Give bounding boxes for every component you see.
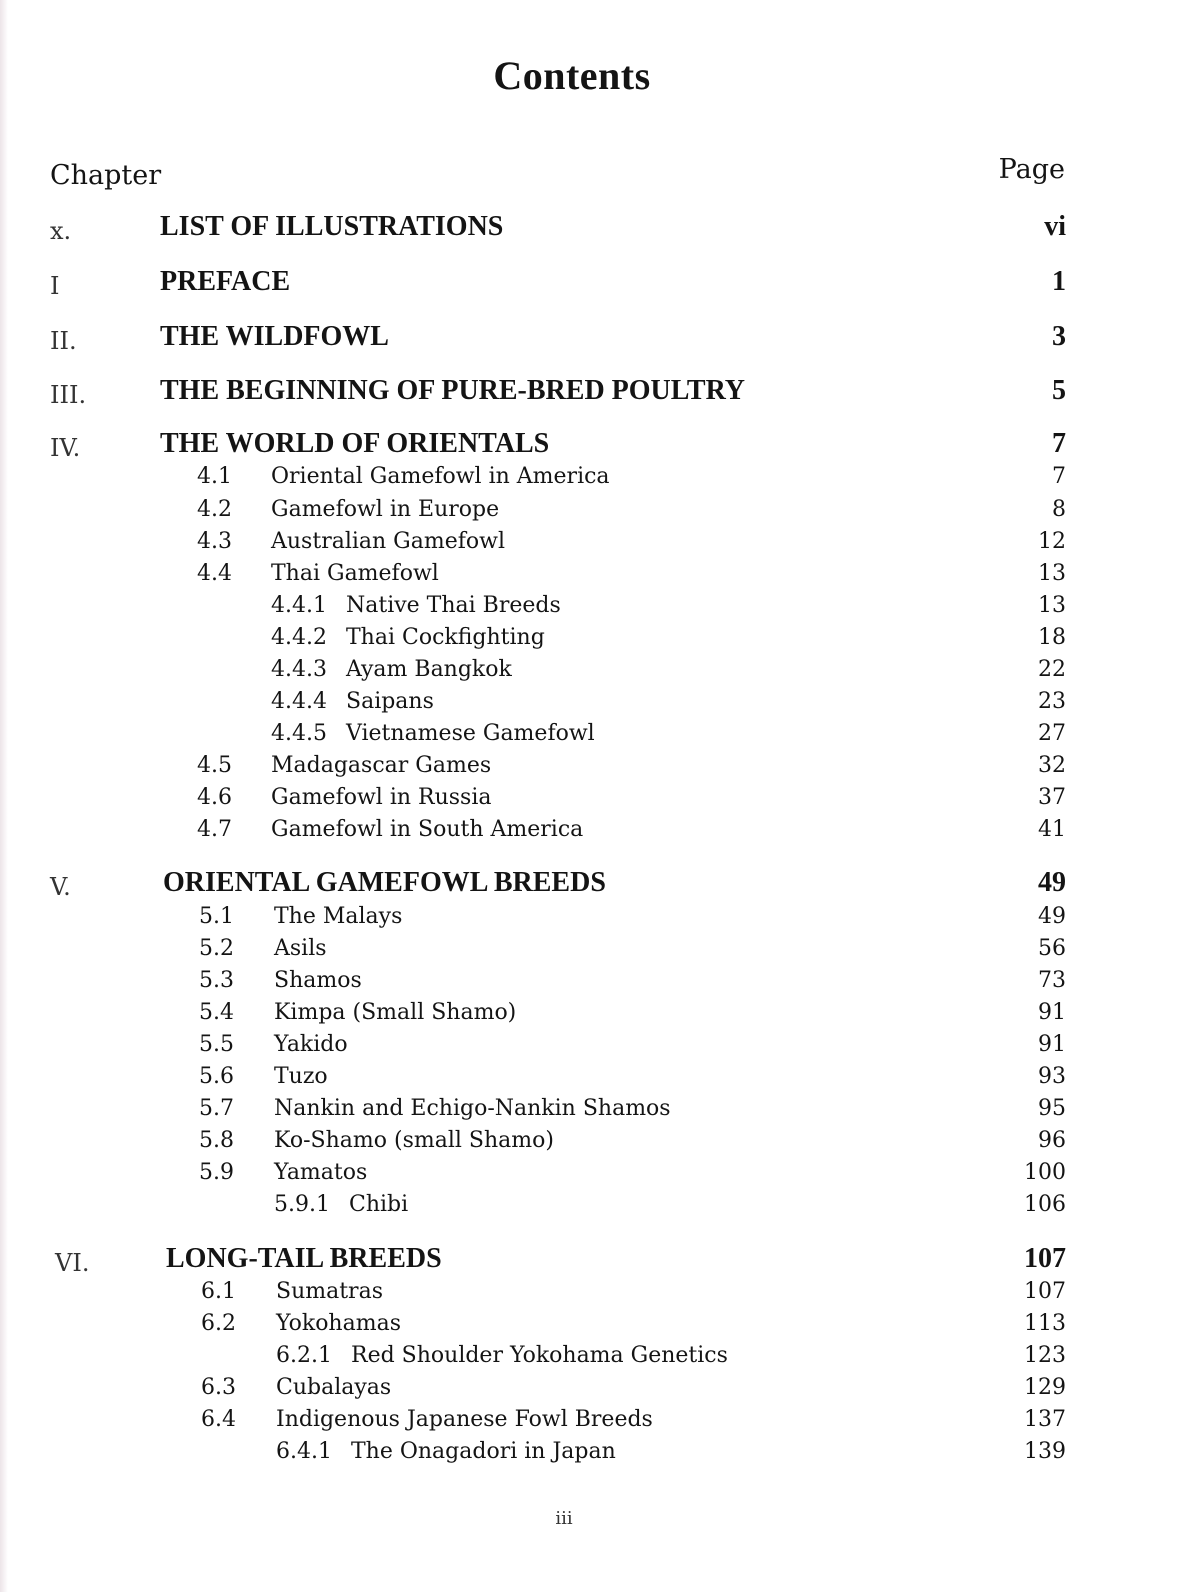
page-title: Contents	[493, 53, 651, 98]
section-number: 4.1	[197, 464, 232, 489]
chapter-number: VI.	[55, 1249, 90, 1277]
section-number: 5.8	[199, 1128, 234, 1153]
section-page: 129	[1024, 1375, 1066, 1400]
section-title: Sumatras	[276, 1279, 383, 1304]
section-number: 5.3	[199, 968, 234, 993]
toc-section-row	[0, 785, 1194, 817]
section-page: 96	[1038, 1128, 1066, 1153]
section-page: 8	[1052, 497, 1066, 522]
chapter-title: THE BEGINNING OF PURE-BRED POULTRY	[160, 375, 746, 406]
subsection-number: 4.4.4	[271, 689, 327, 714]
toc-section-row	[0, 1407, 1194, 1439]
section-page: 32	[1038, 753, 1066, 778]
section-page: 41	[1038, 817, 1066, 842]
subsection-number: 4.4.2	[271, 625, 327, 650]
section-number: 6.4	[201, 1407, 236, 1432]
section-title: Shamos	[274, 968, 362, 993]
toc-section-row	[0, 1279, 1194, 1311]
toc-subsection-row	[0, 1192, 1194, 1224]
section-title: Cubalayas	[276, 1375, 392, 1400]
chapter-number: I	[50, 272, 60, 300]
toc-section-row	[0, 1311, 1194, 1343]
section-number: 4.6	[197, 785, 232, 810]
toc-section-row	[0, 1064, 1194, 1096]
subsection-title: Saipans	[346, 689, 434, 714]
section-page: 73	[1038, 968, 1066, 993]
subsection-page: 18	[1038, 625, 1066, 650]
section-title: Ko-Shamo (small Shamo)	[274, 1128, 554, 1153]
toc-chapter-row	[0, 321, 1194, 353]
section-number: 6.2	[201, 1311, 236, 1336]
section-page: 56	[1038, 936, 1066, 961]
section-title: Gamefowl in Europe	[271, 497, 500, 522]
chapter-page: vi	[1044, 211, 1066, 242]
toc-section-row	[0, 1032, 1194, 1064]
section-page: 107	[1024, 1279, 1066, 1304]
section-number: 5.5	[199, 1032, 234, 1057]
chapter-title: THE WORLD OF ORIENTALS	[160, 428, 550, 459]
subsection-number: 6.2.1	[276, 1343, 332, 1368]
subsection-title: The Onagadori in Japan	[351, 1439, 616, 1464]
toc-section-row	[0, 817, 1194, 849]
page-column-header: Page	[998, 154, 1065, 185]
section-number: 5.4	[199, 1000, 234, 1025]
toc-section-row	[0, 1096, 1194, 1128]
subsection-page: 106	[1024, 1192, 1066, 1217]
toc-section-row	[0, 464, 1194, 496]
section-title: Kimpa (Small Shamo)	[274, 1000, 517, 1025]
chapter-page: 3	[1052, 321, 1066, 352]
subsection-title: Chibi	[349, 1192, 409, 1217]
toc-subsection-row	[0, 689, 1194, 721]
section-page: 95	[1038, 1096, 1066, 1121]
section-page: 137	[1024, 1407, 1066, 1432]
toc-section-row	[0, 561, 1194, 593]
section-page: 7	[1052, 464, 1066, 489]
section-page: 91	[1038, 1000, 1066, 1025]
subsection-number: 4.4.1	[271, 593, 327, 618]
section-title: Asils	[274, 936, 327, 961]
chapter-number: x.	[50, 217, 72, 245]
subsection-page: 23	[1038, 689, 1066, 714]
subsection-page: 123	[1024, 1343, 1066, 1368]
section-page: 91	[1038, 1032, 1066, 1057]
section-title: Indigenous Japanese Fowl Breeds	[276, 1407, 653, 1432]
section-title: Yamatos	[274, 1160, 368, 1185]
section-number: 4.5	[197, 753, 232, 778]
section-page: 49	[1038, 904, 1066, 929]
toc-subsection-row	[0, 625, 1194, 657]
toc-subsection-row	[0, 721, 1194, 753]
section-number: 4.4	[197, 561, 232, 586]
chapter-title: ORIENTAL GAMEFOWL BREEDS	[163, 867, 606, 898]
toc-chapter-row	[0, 211, 1194, 243]
section-page: 113	[1024, 1311, 1066, 1336]
chapter-page: 1	[1052, 266, 1066, 297]
toc-chapter-row	[0, 266, 1194, 298]
section-number: 6.1	[201, 1279, 236, 1304]
section-title: Thai Gamefowl	[271, 561, 439, 586]
chapter-page: 107	[1024, 1243, 1066, 1274]
page-folio: iii	[555, 1508, 573, 1529]
section-title: Yakido	[274, 1032, 348, 1057]
toc-chapter-row	[0, 375, 1194, 407]
toc-subsection-row	[0, 1439, 1194, 1471]
subsection-number: 5.9.1	[274, 1192, 330, 1217]
section-title: Gamefowl in South America	[271, 817, 584, 842]
section-title: Tuzo	[274, 1064, 328, 1089]
section-number: 4.7	[197, 817, 232, 842]
chapter-title: LIST OF ILLUSTRATIONS	[160, 211, 504, 242]
section-number: 6.3	[201, 1375, 236, 1400]
section-number: 4.3	[197, 529, 232, 554]
section-page: 12	[1038, 529, 1066, 554]
toc-section-row	[0, 1128, 1194, 1160]
chapter-title: PREFACE	[160, 266, 291, 297]
toc-chapter-row	[0, 1243, 1194, 1275]
toc-section-row	[0, 529, 1194, 561]
chapter-page: 7	[1052, 428, 1066, 459]
section-title: Australian Gamefowl	[271, 529, 505, 554]
section-page: 37	[1038, 785, 1066, 810]
section-title: Oriental Gamefowl in America	[271, 464, 610, 489]
subsection-page: 139	[1024, 1439, 1066, 1464]
subsection-page: 22	[1038, 657, 1066, 682]
toc-chapter-row	[0, 867, 1194, 899]
subsection-page: 13	[1038, 593, 1066, 618]
subsection-title: Ayam Bangkok	[346, 657, 512, 682]
chapter-number: V.	[50, 873, 71, 901]
subsection-number: 4.4.3	[271, 657, 327, 682]
section-number: 5.6	[199, 1064, 234, 1089]
chapter-number: III.	[50, 381, 87, 409]
section-number: 4.2	[197, 497, 232, 522]
chapter-number: II.	[50, 327, 77, 355]
subsection-title: Thai Cockfighting	[346, 625, 545, 650]
chapter-title: THE WILDFOWL	[160, 321, 389, 352]
toc-chapter-row	[0, 428, 1194, 460]
subsection-number: 6.4.1	[276, 1439, 332, 1464]
section-page: 13	[1038, 561, 1066, 586]
section-number: 5.1	[199, 904, 234, 929]
subsection-title: Vietnamese Gamefowl	[346, 721, 595, 746]
section-number: 5.7	[199, 1096, 234, 1121]
section-title: Nankin and Echigo-Nankin Shamos	[274, 1096, 671, 1121]
chapter-page: 49	[1038, 867, 1066, 898]
section-number: 5.2	[199, 936, 234, 961]
toc-subsection-row	[0, 657, 1194, 689]
subsection-title: Red Shoulder Yokohama Genetics	[351, 1343, 728, 1368]
subsection-page: 27	[1038, 721, 1066, 746]
toc-section-row	[0, 968, 1194, 1000]
subsection-number: 4.4.5	[271, 721, 327, 746]
toc-section-row	[0, 497, 1194, 529]
toc-section-row	[0, 1375, 1194, 1407]
chapter-title: LONG-TAIL BREEDS	[166, 1243, 442, 1274]
section-page: 93	[1038, 1064, 1066, 1089]
toc-section-row	[0, 936, 1194, 968]
section-title: Gamefowl in Russia	[271, 785, 492, 810]
section-title: Madagascar Games	[271, 753, 492, 778]
toc-section-row	[0, 904, 1194, 936]
chapter-column-header: Chapter	[50, 160, 162, 191]
toc-section-row	[0, 753, 1194, 785]
section-title: Yokohamas	[276, 1311, 401, 1336]
toc-subsection-row	[0, 593, 1194, 625]
chapter-number: IV.	[50, 434, 81, 462]
chapter-page: 5	[1052, 375, 1066, 406]
section-page: 100	[1024, 1160, 1066, 1185]
toc-section-row	[0, 1000, 1194, 1032]
subsection-title: Native Thai Breeds	[346, 593, 561, 618]
section-number: 5.9	[199, 1160, 234, 1185]
section-title: The Malays	[274, 904, 403, 929]
toc-subsection-row	[0, 1343, 1194, 1375]
toc-section-row	[0, 1160, 1194, 1192]
